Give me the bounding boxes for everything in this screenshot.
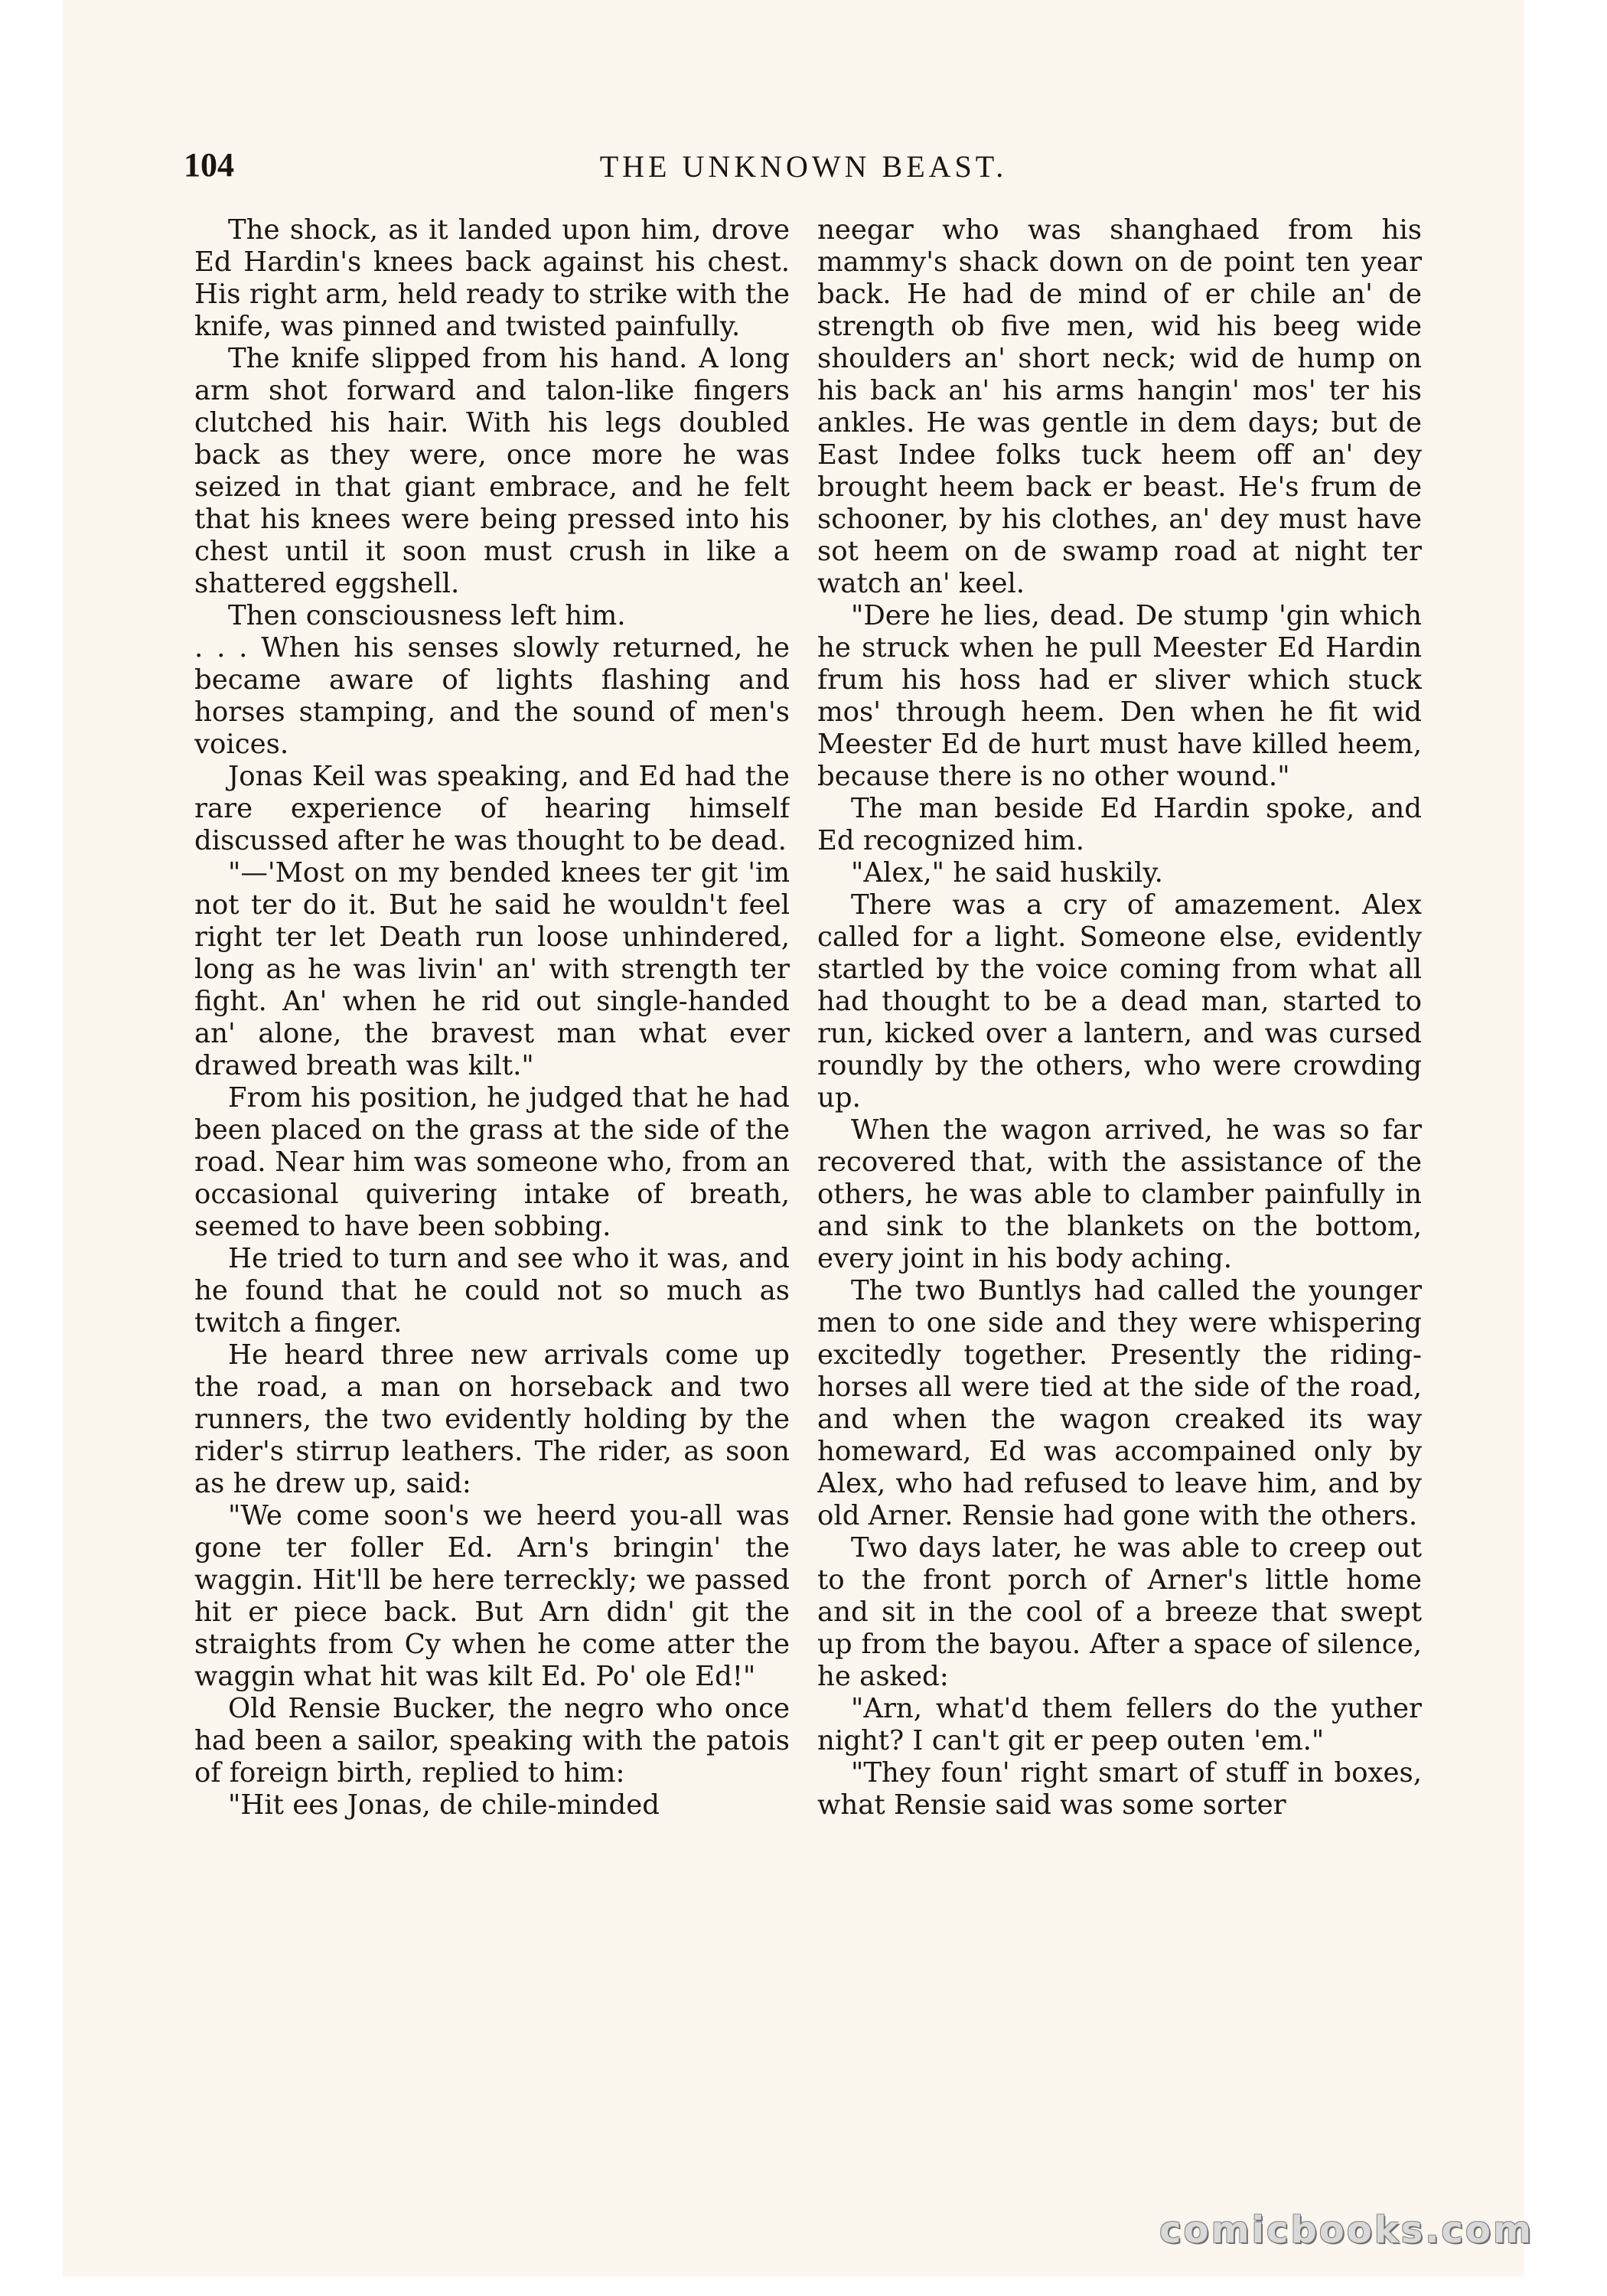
paragraph: There was a cry of amazement. Alex called for a light. Someone else, evidently startled by the voice coming from what all had thought to be a dead man, started to run, kicked over a lantern, and was cursed roundly by the others, who were crowding up.: [817, 889, 1422, 1114]
paragraph: "Hit ees Jonas, de chile-minded: [228, 1789, 660, 1821]
paragraph: He heard three new arrivals come up the road, a man on horseback and two runners, the two evidently holding by the rider's stirrup leathers. The rider, as soon as he drew up, said:: [194, 1339, 790, 1499]
paragraph: "They foun' right smart of stuff in boxes, what Rensie said was some sorter: [817, 1757, 1422, 1821]
paragraph: . . . When his senses slowly returned, he became aware of lights flashing and horses stamping, and the sound of men's voices.: [194, 632, 790, 760]
paragraph: When the wagon arrived, he was so far recovered that, with the assistance of the others, he was able to clamber painfully in and sink to the blankets on the bottom, every joint in his body aching.: [817, 1114, 1422, 1274]
paragraph: The knife slipped from his hand. A long arm shot forward and talon-like fingers clutched his hair. With his legs doubled back as they were, once more he was seized in that giant embrace, and he felt that his knees were being pressed into his chest until it soon must crush in like a shattered eggshell.: [194, 343, 790, 599]
paragraph: Jonas Keil was speaking, and Ed had the rare experience of hearing himself discussed after he was thought to be dead.: [194, 761, 790, 856]
watermark-logo: comicbooks.com: [1159, 2209, 1534, 2252]
paragraph: "Arn, what'd them fellers do the yuther night? I can't git er peep outen 'em.": [817, 1693, 1422, 1756]
paragraph: "We come soon's we heerd you-all was gone ter foller Ed. Arn's bringin' the waggin. Hit'll be here terreckly; we passed hit er piece back. But Arn didn' git the straights from Cy when he come atter the waggin what hit was kilt Ed. Po' ole Ed!": [194, 1500, 790, 1692]
paragraph: From his position, he judged that he had been placed on the grass at the side of the road. Near him was someone who, from an occasional quivering intake of breath, seemed to have been sobbing.: [194, 1082, 790, 1242]
paragraph: He tried to turn and see who it was, and he found that he could not so much as twitch a finger.: [194, 1243, 790, 1339]
paragraph: Old Rensie Bucker, the negro who once had been a sailor, speaking with the patois of foreign birth, replied to him:: [194, 1693, 790, 1789]
page-header: [184, 145, 1423, 199]
paragraph: Then consciousness left him.: [228, 600, 626, 631]
paragraph: The shock, as it landed upon him, drove Ed Hardin's knees back against his chest. His right arm, held ready to strike with the knife, was pinned and twisted painfully.: [194, 214, 790, 342]
paragraph: "—'Most on my bended knees ter git 'im not ter do it. But he said he wouldn't feel right ter let Death run loose unhindered, long as he was livin' an' with strength ter fight. An' when he rid out single-handed an' alone, the bravest man what ever drawed breath was kilt.": [194, 857, 790, 1081]
paragraph: Two days later, he was able to creep out to the front porch of Arner's little home and sit in the cool of a breeze that swept up from the bayou. After a space of silence, he asked:: [817, 1532, 1422, 1692]
left-column: [194, 214, 790, 2063]
right-column: [817, 214, 1422, 2063]
paragraph: "Dere he lies, dead. De stump 'gin which he struck when he pull Meester Ed Hardin frum his hoss had er sliver which stuck mos' through heem. Den when he fit wid Meester Ed de hurt must have killed heem, because there is no other wound.": [817, 600, 1422, 792]
paragraph: The two Buntlys had called the younger men to one side and they were whispering excitedly together. Presently the riding-horses all were tied at the side of the road, and when the wagon creaked its way homeward, Ed was accompained only by Alex, who had refused to leave him, and by old Arner. Rensie had gone with the others.: [817, 1275, 1422, 1531]
paragraph: "Alex," he said huskily.: [851, 857, 1163, 889]
page-number: 104: [184, 146, 234, 184]
running-title: THE UNKNOWN BEAST.: [599, 149, 1008, 184]
paragraph: The man beside Ed Hardin spoke, and Ed recognized him.: [817, 793, 1422, 856]
paragraph: neegar who was shanghaed from his mammy's shack down on de point ten year back. He had de mind of er chile an' de strength ob five men, wid his beeg wide shoulders an' short neck; wid de hump on his back an' his arms hangin' mos' ter his ankles. He was gentle in dem days; but de East Indee folks tuck heem off an' dey brought heem back er beast. He's frum de schooner, by his clothes, an' dey must have sot heem on de swamp road at night ter watch an' keel.: [817, 214, 1422, 599]
